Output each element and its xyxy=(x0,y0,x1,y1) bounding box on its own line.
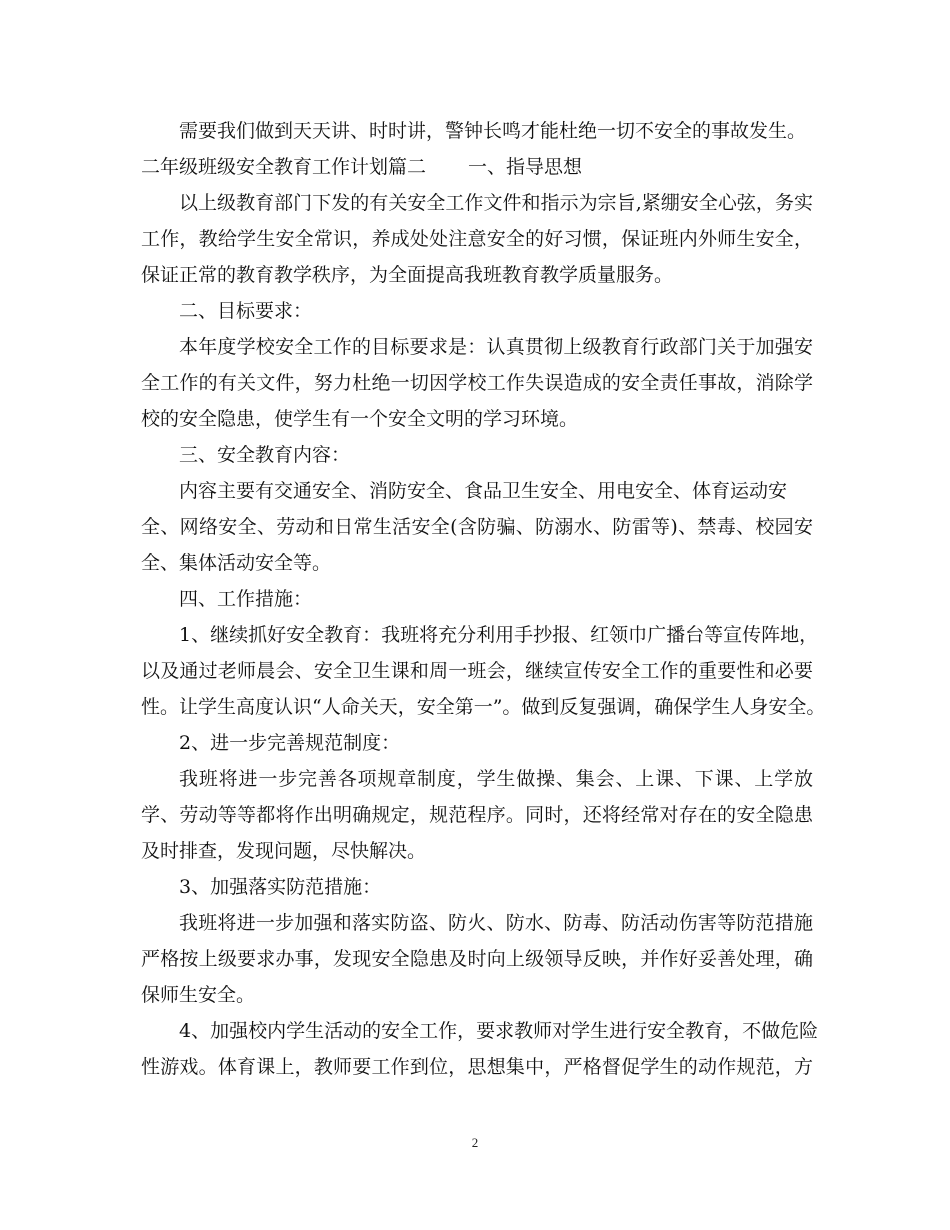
heading-content: 三、安全教育内容： xyxy=(179,444,351,466)
document-body xyxy=(141,113,826,1085)
paragraph-line: 校的安全隐患，使学生有一个安全文明的学习环境。 xyxy=(141,408,579,430)
section-heading xyxy=(141,149,813,185)
heading-guiding-ideology: 一、指导思想 xyxy=(468,156,583,178)
measure-heading: 2、进一步完善规范制度： xyxy=(179,732,401,754)
paragraph-line: 4、加强校内学生活动的安全工作，要求教师对学生进行安全教育，不做危险 xyxy=(179,1020,819,1042)
paragraph-line: 保证正常的教育教学秩序，为全面提高我班教育教学质量服务。 xyxy=(141,264,674,286)
page-number: 2 xyxy=(471,1135,479,1150)
paragraph-line: 性游戏。体育课上，教师要工作到位，思想集中，严格督促学生的动作规范，方 xyxy=(141,1056,813,1078)
paragraph-line: 我班将进一步完善各项规章制度，学生做操、集会、上课、下课、上学放 xyxy=(179,768,813,790)
paragraph-line: 性。让学生高度认识“人命关天，安全第一”。做到反复强调，确保学生人身安全。 xyxy=(141,696,826,718)
paragraph-line: 全、集体活动安全等。 xyxy=(141,552,332,574)
paragraph-line: 我班将进一步加强和落实防盗、防火、防水、防毒、防活动伤害等防范措施 xyxy=(179,912,813,934)
paragraph-line: 保师生安全。 xyxy=(141,984,256,1006)
paragraph-line: 全、网络安全、劳动和日常生活安全(含防骗、防溺水、防雷等)、禁毒、校园安 xyxy=(141,516,813,538)
paragraph-line: 严格按上级要求办事，发现安全隐患及时向上级领导反映，并作好妥善处理，确 xyxy=(141,948,813,970)
paragraph-line: 内容主要有交通安全、消防安全、食品卫生安全、用电安全、体育运动安 xyxy=(179,480,788,502)
paragraph-line: 本年度学校安全工作的目标要求是：认真贯彻上级教育行政部门关于加强安 xyxy=(179,336,813,358)
paragraph-line: 及时排查，发现问题，尽快解决。 xyxy=(141,840,427,862)
paragraph-line: 学、劳动等等都将作出明确规定，规范程序。同时，还将经常对存在的安全隐患 xyxy=(141,804,813,826)
paragraph-line: 1、继续抓好安全教育：我班将充分利用手抄报、红领巾广播台等宣传阵地， xyxy=(179,624,819,646)
measure-heading: 3、加强落实防范措施： xyxy=(179,876,382,898)
paragraph-line: 工作，教给学生安全常识，养成处处注意安全的好习惯，保证班内外师生安全， xyxy=(141,228,813,250)
article-title: 二年级班级安全教育工作计划篇二 xyxy=(141,156,427,178)
paragraph-line: 全工作的有关文件，努力杜绝一切因学校工作失误造成的安全责任事故，消除学 xyxy=(141,372,813,394)
heading-goals: 二、目标要求： xyxy=(179,300,313,322)
paragraph-line: 以及通过老师晨会、安全卫生课和周一班会，继续宣传安全工作的重要性和必要 xyxy=(141,660,813,682)
heading-measures: 四、工作措施： xyxy=(179,588,313,610)
paragraph-line: 需要我们做到天天讲、时时讲，警钟长鸣才能杜绝一切不安全的事故发生。 xyxy=(179,120,807,142)
paragraph-line: 以上级教育部门下发的有关安全工作文件和指示为宗旨,紧绷安全心弦，务实 xyxy=(179,192,813,214)
